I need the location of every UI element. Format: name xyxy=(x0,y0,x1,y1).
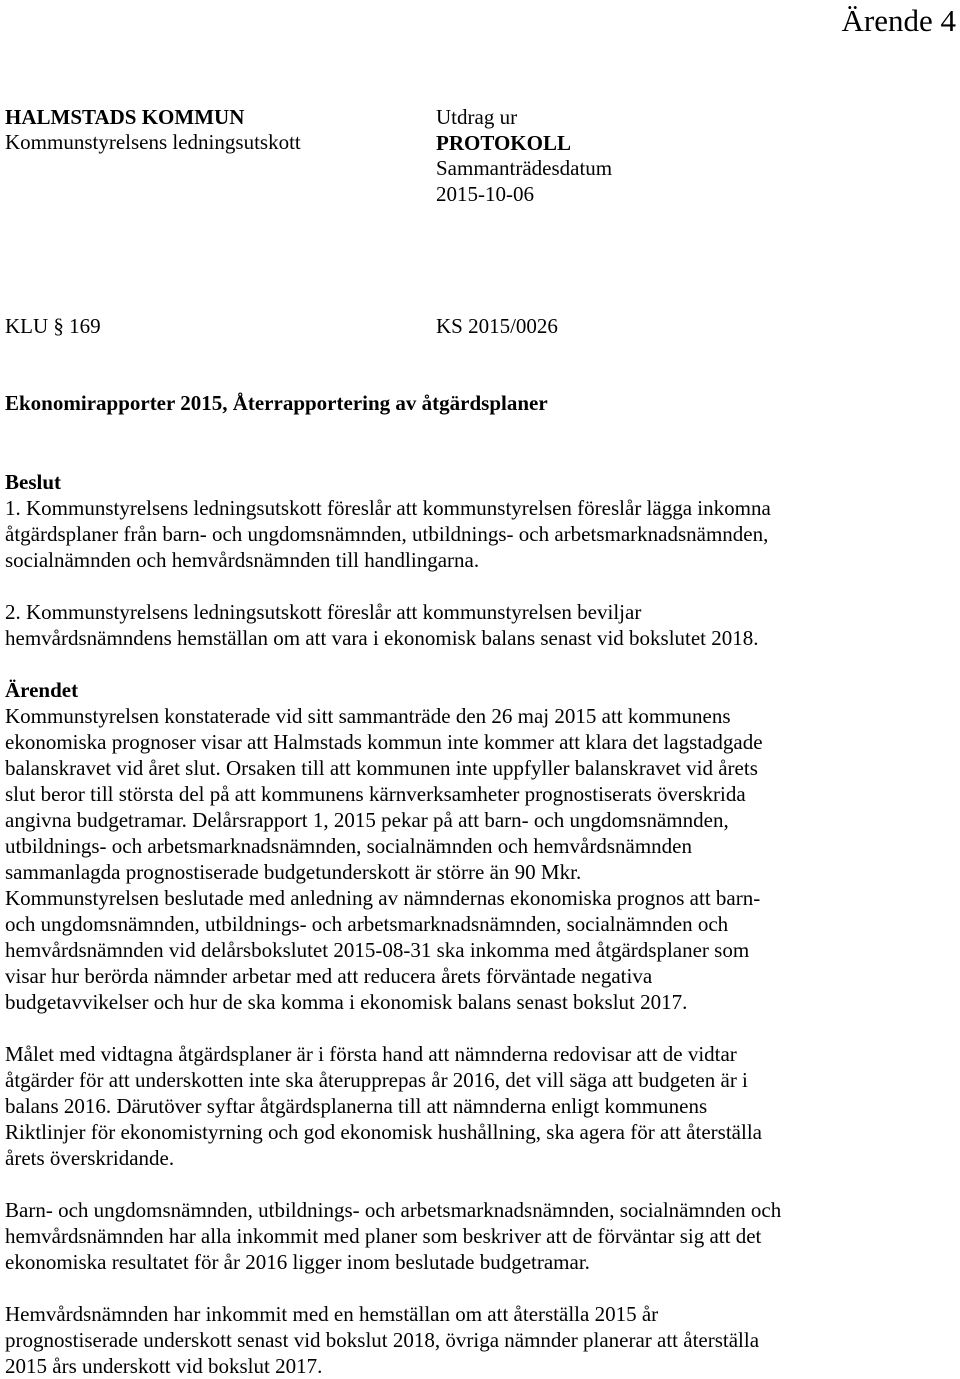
text-line: hemvårdsnämndens hemställan om att vara i ekonomisk balans senast vid bokslutet 2018. xyxy=(5,626,759,650)
text-line: balans 2016. Därutöver syftar åtgärdsplanerna till att nämnderna enligt kommunens xyxy=(5,1094,708,1118)
text-line: Målet med vidtagna åtgärdsplaner är i första hand att nämnderna redovisar att de vidtar xyxy=(5,1042,737,1066)
text-line: årets överskridande. xyxy=(5,1146,175,1170)
text-line: 1. Kommunstyrelsens ledningsutskott föreslår att kommunstyrelsen föreslår lägga inkomna xyxy=(5,496,771,520)
text-line: åtgärder för att underskotten inte ska återupprepas år 2016, det vill säga att budgeten är i xyxy=(5,1068,748,1092)
matter-heading: Ärendet xyxy=(5,678,79,702)
text-line: balanskravet vid året slut. Orsaken till att kommunen inte uppfyller balanskravet vid årets xyxy=(5,756,758,780)
text-line: prognostiserade underskott senast vid bokslut 2018, övriga nämnder planerar att återställa xyxy=(5,1328,760,1352)
text-line: ekonomiska prognoser visar att Halmstads kommun inte kommer att klara det lagstadgade xyxy=(5,730,763,754)
text-line: åtgärdsplaner från barn- och ungdomsnämnden, utbildnings- och arbetsmarknadsnämnden, xyxy=(5,522,769,546)
organization-unit: Kommunstyrelsens ledningsutskott xyxy=(5,130,301,154)
text-line: budgetavvikelser och hur de ska komma i ekonomisk balans senast bokslut 2017. xyxy=(5,990,688,1014)
text-line: Kommunstyrelsen konstaterade vid sitt sammanträde den 26 maj 2015 att kommunens xyxy=(5,704,731,728)
document-body xyxy=(5,469,955,1379)
text-line: hemvårdsnämnden vid delårsbokslutet 2015-08-31 ska inkomma med åtgärdsplaner som xyxy=(5,938,750,962)
text-line: sammanlagda prognostiserade budgetunderskott är större än 90 Mkr. xyxy=(5,860,582,884)
decision-point-2 xyxy=(5,599,955,651)
organization-name: HALMSTADS KOMMUN xyxy=(5,105,245,129)
matter-paragraph-3 xyxy=(5,1197,955,1275)
text-line: visar hur berörda nämnder arbetar med att reducera årets förväntade negativa xyxy=(5,964,653,988)
matter-paragraph-2 xyxy=(5,1041,955,1171)
matter-paragraph-4 xyxy=(5,1301,955,1379)
text-line: Barn- och ungdomsnämnden, utbildnings- och arbetsmarknadsnämnden, socialnämnden och xyxy=(5,1198,782,1222)
case-item-label: Ärende 4 xyxy=(841,3,956,38)
text-line: 2015 års underskott vid bokslut 2017. xyxy=(5,1354,323,1378)
text-line: angivna budgetramar. Delårsrapport 1, 2015 pekar på att barn- och ungdomsnämnden, xyxy=(5,808,729,832)
meeting-date-label: Sammanträdesdatum xyxy=(436,156,613,180)
text-line: hemvårdsnämnden har alla inkommit med planer som beskriver att de förväntar sig att det xyxy=(5,1224,762,1248)
text-line: utbildnings- och arbetsmarknadsnämnden, socialnämnden och hemvårdsnämnden xyxy=(5,834,692,858)
text-line: socialnämnden och hemvårdsnämnden till handlingarna. xyxy=(5,548,480,572)
text-line: 2. Kommunstyrelsens ledningsutskott föreslår att kommunstyrelsen beviljar xyxy=(5,600,642,624)
meeting-date-value: 2015-10-06 xyxy=(436,181,534,206)
ks-case-number: KS 2015/0026 xyxy=(436,314,558,338)
extract-label: Utdrag ur xyxy=(436,105,518,129)
text-line: Riktlinjer för ekonomistyrning och god ekonomisk hushållning, ska agera för att återställa xyxy=(5,1120,762,1144)
protocol-label: PROTOKOLL xyxy=(436,130,571,155)
text-line: och ungdomsnämnden, utbildnings- och arbetsmarknadsnämnden, socialnämnden och xyxy=(5,912,729,936)
klu-paragraph-number: KLU § 169 xyxy=(5,314,101,338)
text-line: Kommunstyrelsen beslutade med anledning av nämndernas ekonomiska prognos att barn- xyxy=(5,886,761,910)
matter-paragraph-1 xyxy=(5,703,955,1015)
text-line: Hemvårdsnämnden har inkommit med en hemställan om att återställa 2015 år xyxy=(5,1302,659,1326)
text-line: ekonomiska resultatet för år 2016 ligger inom beslutade budgetramar. xyxy=(5,1250,590,1274)
document-title: Ekonomirapporter 2015, Återrapportering av åtgärdsplaner xyxy=(5,391,548,415)
decision-heading: Beslut xyxy=(5,470,62,494)
organization-block xyxy=(5,105,301,155)
text-line: slut beror till största del på att kommunens kärnverksamheter prognostiserats överskrida xyxy=(5,782,746,806)
decision-point-1 xyxy=(5,495,955,573)
protocol-block xyxy=(436,105,612,207)
